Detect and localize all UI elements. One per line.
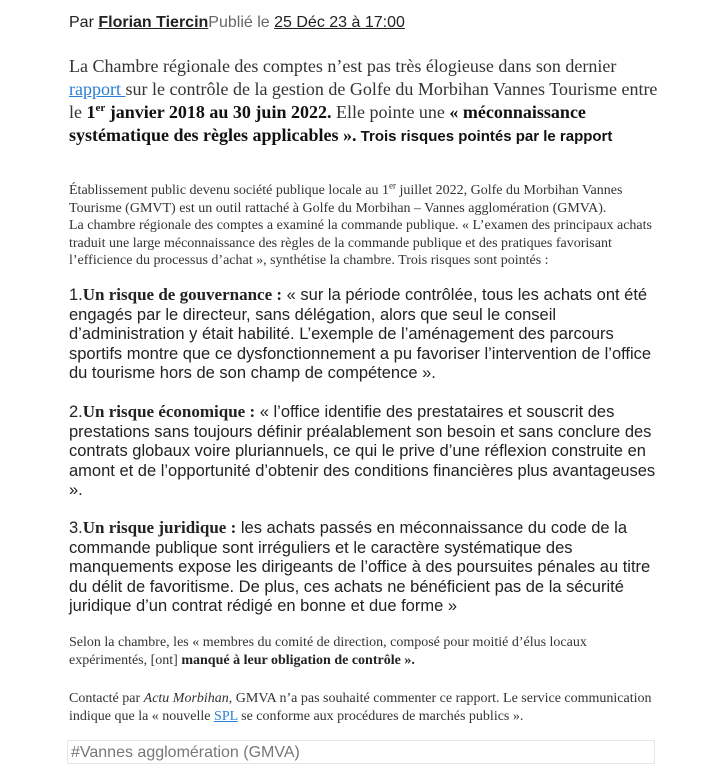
risk-item-3 — [69, 518, 659, 617]
lead-text-1: La Chambre régionale des comptes n’est pas très élogieuse dans son dernier — [69, 56, 617, 76]
risk-text: les achats passés en méconnaissance du code de la commande publique sont irréguliers et le caractère systématique des manquements expose les dirigeants de l’office à des poursuites pénales au titre du délit de favoritisme. De plus, ces achats ne bénéficient pas de la sécurité juridique d’un contrat rédigé en bonne et due forme » — [69, 519, 651, 615]
article-tag[interactable]: #Vannes agglomération (GMVA) — [67, 740, 655, 764]
intro-text-1: Établissement public devenu société publique locale au 1 — [69, 183, 389, 198]
publish-date[interactable]: 25 Déc 23 à 17:00 — [274, 14, 405, 31]
intro-paragraph — [69, 182, 659, 270]
report-link[interactable]: rapport — [69, 79, 126, 99]
article-lead — [69, 55, 669, 148]
lead-text-2: sur le contrôle de la gestion de Golfe du Morbihan Vannes Tourisme entre le — [69, 79, 658, 122]
intro-text-2: juillet 2022, Golfe du Morbihan Vannes Tourisme (GMVT) est un outil rattaché à Golfe du Morbihan – Vannes agglomération (GMVA). — [69, 183, 623, 216]
contact-text-3: se conforme aux procédures de marchés publics ». — [237, 708, 524, 724]
lead-text-3: Elle pointe une — [331, 102, 450, 122]
risk-number: 2. — [69, 403, 83, 421]
lead-date-day: 1 — [86, 102, 96, 122]
byline-prefix: Par — [69, 14, 99, 31]
chamber-bold: manqué à leur obligation de contrôle ». — [181, 652, 415, 668]
risk-title: Un risque juridique : — [82, 518, 237, 537]
author-link[interactable]: Florian Tiercin — [98, 14, 209, 31]
lead-date-rest: janvier 2018 au 30 juin 2022. — [105, 102, 332, 122]
risk-number: 3. — [69, 519, 83, 537]
article-byline — [69, 14, 405, 32]
chamber-text: Selon la chambre, les « membres du comité de direction, composé pour moitié d’élus locaux expérimentés, [ont] — [69, 635, 587, 668]
published-label: Publié le — [208, 14, 275, 31]
chamber-paragraph — [69, 634, 659, 669]
risk-item-2 — [69, 402, 659, 501]
risk-title: Un risque économique : — [82, 402, 256, 421]
risk-text: « l’office identifie des prestataires et souscrit des prestations sans toujours définir préalablement son besoin et sans conclure des contrats globaux voire pluriannuels, ce qui le prive d’une réflexion construite en amont et de l’opportunité d’obtenir des conditions financières plus avantageuses ». — [69, 403, 656, 499]
spl-link[interactable]: SPL — [214, 708, 238, 724]
lead-date-sup: er — [95, 102, 106, 114]
lead-subheading: Trois risques pointés par le rapport — [356, 128, 613, 145]
risk-item-1 — [69, 285, 659, 384]
contact-text-2: , GMVA n’a pas souhaité commenter ce rapport. Le service communication indique que la « nouvelle — [69, 691, 652, 724]
lead-date-start — [87, 102, 332, 122]
risk-title: Un risque de gouvernance : — [82, 285, 283, 304]
intro-sup: er — [388, 180, 396, 191]
publication-name: Actu Morbihan — [143, 691, 229, 706]
contact-paragraph — [69, 690, 659, 725]
risk-text: « sur la période contrôlée, tous les achats ont été engagés par le directeur, sans délégation, alors que seul le conseil d’administration y était habilité. L’exemple de l’aménagement des parcours sportifs montre que ce dysfonctionnement a pu favoriser l’intervention de l’office du tourisme hors de son champ de compétence ». — [69, 286, 652, 382]
lead-quote: « méconnaissance systématique des règles applicables ». — [69, 102, 586, 145]
intro-text-3: La chambre régionale des comptes a examiné la commande publique. « L’examen des principaux achats traduit une large méconnaissance des règles de la commande publique et des pratiques favorisant l’efficience du processus d’achat », synthétise la chambre. Trois risques sont pointés : — [69, 218, 652, 268]
contact-text-1: Contacté par — [69, 691, 144, 706]
risk-number: 1. — [69, 286, 83, 304]
